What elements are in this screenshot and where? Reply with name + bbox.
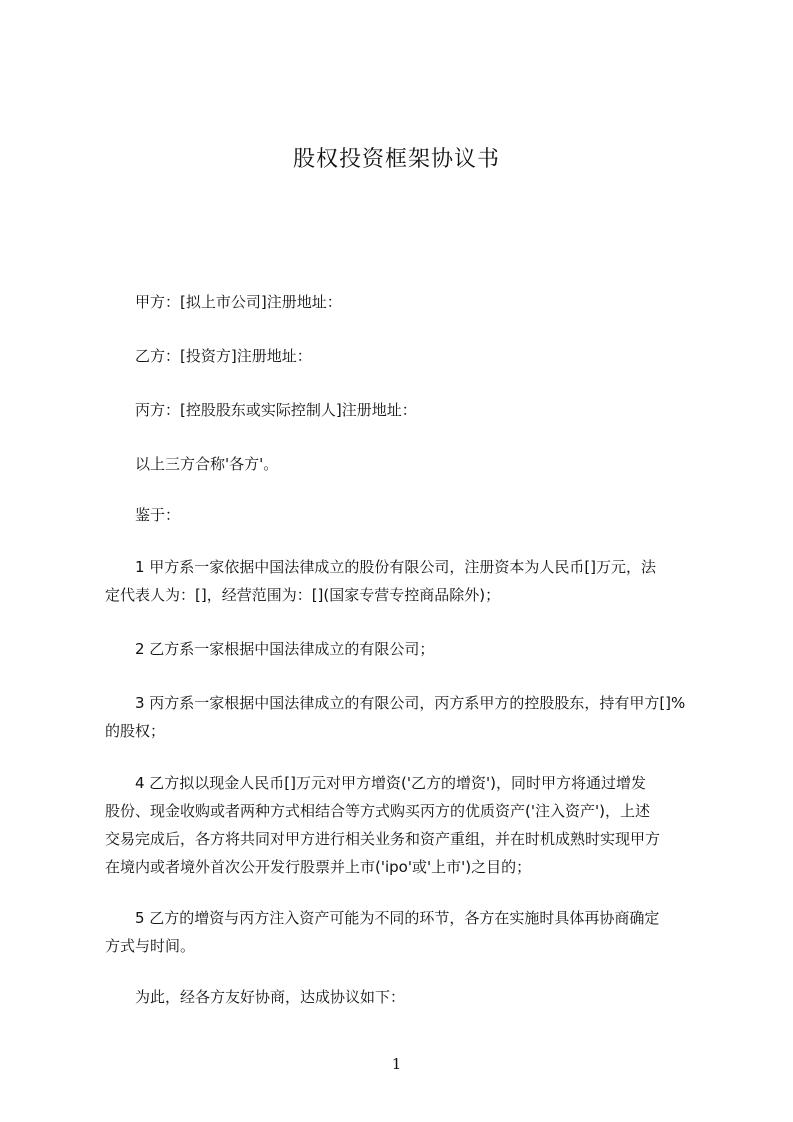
party-a-line: 甲方：[拟上市公司]注册地址： — [135, 293, 342, 311]
collective-term-line: 以上三方合称'各方'。 — [135, 455, 279, 473]
recital-4-line-2: 股份、现金收购或者两种方式相结合等方式购买丙方的优质资产('注入资产')，上述 — [105, 802, 650, 820]
recital-4-line-1: 4 乙方拟以现金人民币[]万元对甲方增资('乙方的增资')，同时甲方将通过增发 — [135, 774, 646, 792]
recital-5-line-2: 方式与时间。 — [105, 937, 196, 955]
party-c-line: 丙方：[控股股东或实际控制人]注册地址： — [135, 401, 417, 419]
recital-1-line-2: 定代表人为：[]，经营范围为：[](国家专营专控商品除外)； — [105, 586, 501, 604]
recital-2: 2 乙方系一家根据中国法律成立的有限公司； — [135, 640, 435, 658]
recital-5-line-1: 5 乙方的增资与丙方注入资产可能为不同的环节，各方在实施时具体再协商确定 — [135, 909, 660, 927]
recital-4-line-4: 在境内或者境外首次公开发行股票并上市('ipo'或'上市')之目的； — [105, 858, 532, 876]
party-b-line: 乙方：[投资方]注册地址： — [135, 347, 312, 365]
document-title: 股权投资框架协议书 — [292, 147, 500, 172]
conclusion-line: 为此，经各方友好协商，达成协议如下： — [135, 988, 406, 1006]
recital-3-line-2: 的股权； — [105, 722, 166, 740]
recital-3-line-1: 3 丙方系一家根据中国法律成立的有限公司，丙方系甲方的控股股东，持有甲方[]% — [135, 694, 686, 712]
whereas-heading: 鉴于： — [135, 506, 181, 524]
recital-1-line-1: 1 甲方系一家依据中国法律成立的股份有限公司，注册资本为人民币[]万元，法 — [135, 558, 657, 576]
page-number: 1 — [391, 1055, 402, 1073]
recital-4-line-3: 交易完成后，各方将共同对甲方进行相关业务和资产重组，并在时机成熟时实现甲方 — [105, 830, 661, 848]
